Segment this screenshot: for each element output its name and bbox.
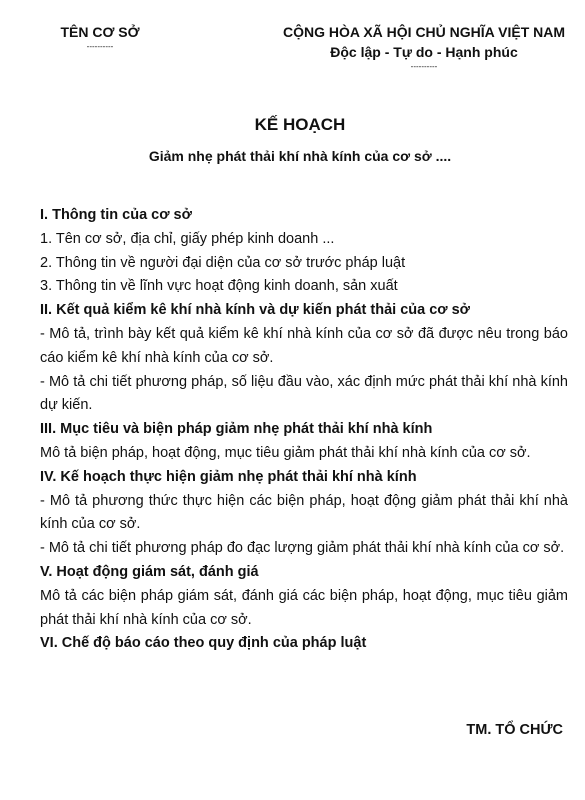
section-line: - Mô tả phương thức thực hiện các biện pháp, hoạt động giảm phát thải khí nhà kính của cơ sở. bbox=[40, 492, 568, 533]
section-heading: V. Hoạt động giám sát, đánh giá bbox=[40, 563, 259, 580]
section-5 bbox=[40, 561, 568, 632]
section-heading: VI. Chế độ báo cáo theo quy định của pháp luật bbox=[40, 635, 367, 652]
organization-underline: ---------- bbox=[86, 42, 114, 51]
section-line: 1. Tên cơ sở, địa chỉ, giấy phép kinh doanh ... bbox=[40, 230, 335, 247]
signature-block: TM. TỔ CHỨC bbox=[466, 722, 563, 738]
section-line: - Mô tả, trình bày kết quả kiểm kê khí nhà kính của cơ sở đã được nêu trong báo cáo kiểm kê khí nhà kính của cơ sở. bbox=[40, 325, 568, 366]
document-subtitle: Giảm nhẹ phát thải khí nhà kính của cơ sở .... bbox=[148, 148, 452, 164]
organization-name: TÊN CƠ SỞ bbox=[60, 24, 140, 40]
section-heading: IV. Kế hoạch thực hiện giảm nhẹ phát thải khí nhà kính bbox=[40, 468, 417, 485]
motto-underline: ---------- bbox=[410, 62, 438, 71]
section-line: Mô tả biện pháp, hoạt động, mục tiêu giảm phát thải khí nhà kính của cơ sở. bbox=[40, 444, 531, 461]
section-2 bbox=[40, 299, 568, 418]
section-heading: I. Thông tin của cơ sở bbox=[40, 207, 192, 223]
section-heading: II. Kết quả kiểm kê khí nhà kính và dự kiến phát thải của cơ sở bbox=[40, 302, 470, 319]
national-motto: Độc lập - Tự do - Hạnh phúc bbox=[330, 44, 518, 60]
section-line: 2. Thông tin về người đại diện của cơ sở trước pháp luật bbox=[40, 254, 406, 271]
header-right bbox=[268, 22, 580, 71]
document-title: KẾ HOẠCH bbox=[254, 115, 346, 134]
section-4 bbox=[40, 466, 568, 561]
section-heading: III. Mục tiêu và biện pháp giảm nhẹ phát thải khí nhà kính bbox=[40, 421, 433, 438]
section-6 bbox=[40, 632, 568, 656]
section-line: Mô tả các biện pháp giám sát, đánh giá các biện pháp, hoạt động, mục tiêu giảm phát thải khí nhà kính của cơ sở. bbox=[40, 587, 568, 628]
document-body bbox=[40, 204, 568, 656]
section-line: 3. Thông tin về lĩnh vực hoạt động kinh doanh, sản xuất bbox=[40, 278, 398, 295]
national-title: CỘNG HÒA XÃ HỘI CHỦ NGHĨA VIỆT NAM bbox=[282, 24, 566, 40]
header-left bbox=[40, 22, 160, 51]
section-3 bbox=[40, 418, 568, 466]
section-1 bbox=[40, 204, 568, 299]
section-line: - Mô tả chi tiết phương pháp, số liệu đầu vào, xác định mức phát thải khí nhà kính dự kiến. bbox=[40, 373, 568, 414]
section-line: - Mô tả chi tiết phương pháp đo đạc lượng giảm phát thải khí nhà kính của cơ sở. bbox=[40, 540, 565, 557]
